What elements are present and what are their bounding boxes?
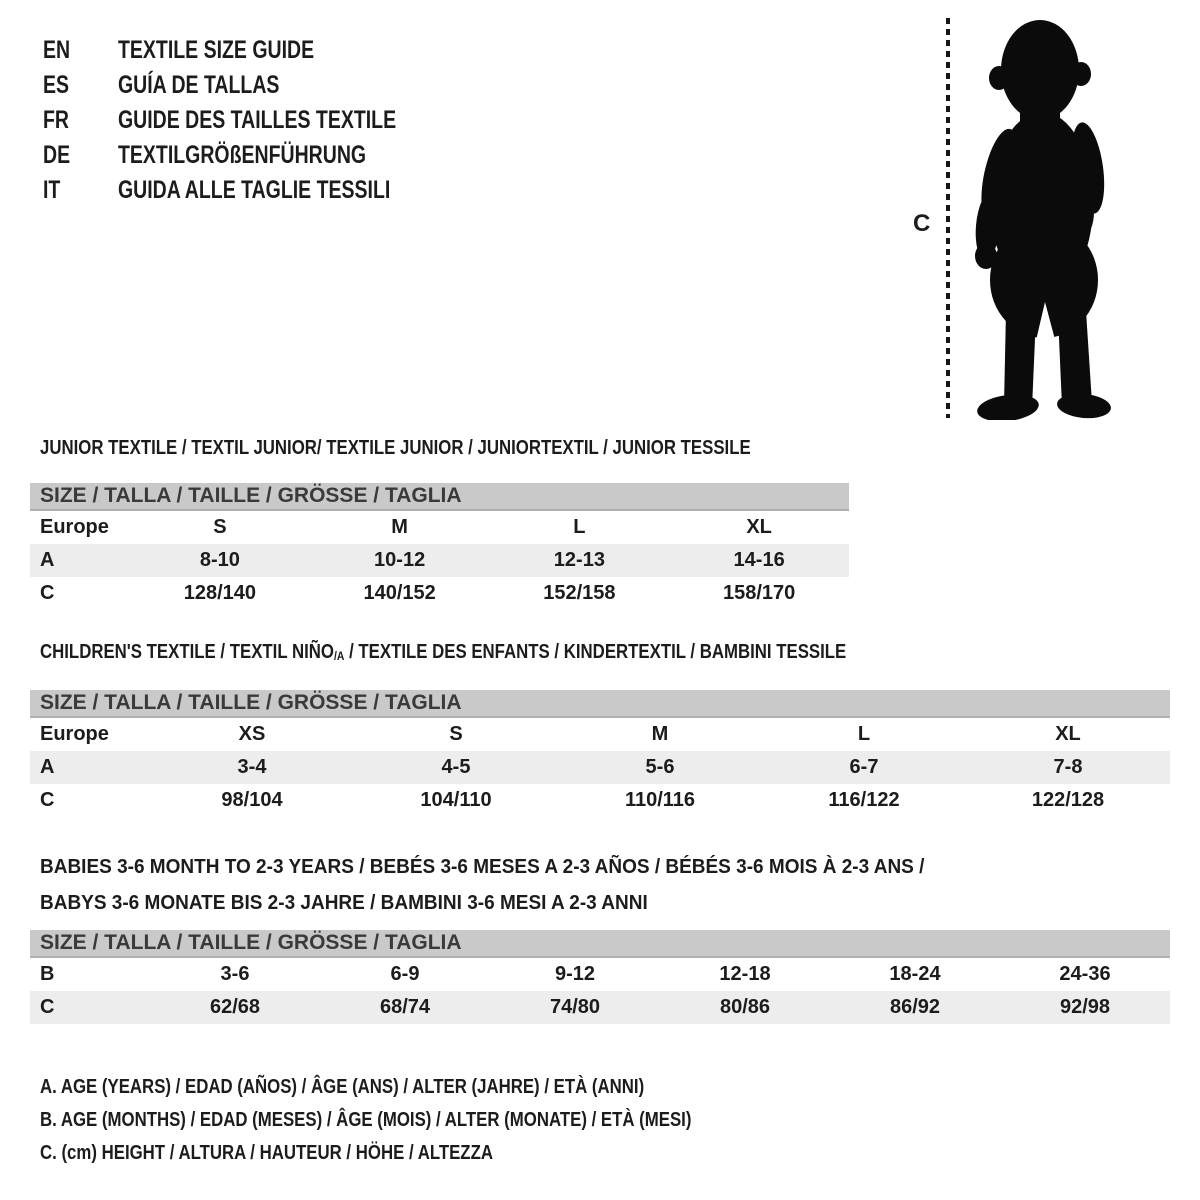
row-label: C	[40, 789, 55, 811]
age-cell: 3-6	[220, 963, 250, 985]
age-cell: 10-12	[374, 549, 426, 571]
age-cell: 14-16	[733, 549, 785, 571]
age-cell: 12-18	[719, 963, 771, 985]
nino-a-subscript: /A	[333, 649, 345, 663]
language-code: ES	[43, 71, 70, 99]
age-cell: 12-13	[553, 549, 605, 571]
size-cell: S	[213, 516, 227, 538]
legend-line-a: A. AGE (YEARS) / EDAD (AÑOS) / ÂGE (ANS) / ALTER (JAHRE) / ETÀ (ANNI)	[40, 1076, 645, 1098]
toddler-silhouette-icon	[966, 16, 1138, 420]
row-label: C	[40, 582, 55, 604]
age-cell: 18-24	[889, 963, 941, 985]
size-header-label: SIZE / TALLA / TAILLE / GRÖSSE / TAGLIA	[40, 484, 462, 507]
height-cell: 128/140	[183, 582, 257, 604]
size-header-label: SIZE / TALLA / TAILLE / GRÖSSE / TAGLIA	[40, 691, 462, 714]
age-cell: 24-36	[1059, 963, 1111, 985]
size-cell: M	[391, 516, 408, 538]
language-row-es	[43, 68, 475, 103]
size-header-bar	[30, 690, 1170, 718]
height-measure-line	[946, 18, 950, 418]
height-cell: 68/74	[379, 996, 431, 1018]
legend-line-c: C. (cm) HEIGHT / ALTURA / HAUTEUR / HÖHE / ALTEZZA	[40, 1142, 493, 1164]
language-row-fr	[43, 103, 475, 138]
children-size-table	[30, 690, 1170, 817]
size-cell: L	[857, 723, 871, 745]
row-label: B	[40, 963, 55, 985]
language-row-de	[43, 138, 475, 173]
table-row-europe	[30, 718, 1170, 751]
size-cell: XL	[746, 516, 772, 538]
height-cell: 62/68	[209, 996, 261, 1018]
row-label: Europe	[40, 516, 109, 538]
language-label: TEXTILGRÖßENFÜHRUNG	[118, 141, 367, 169]
height-cell: 80/86	[719, 996, 771, 1018]
size-cell: XL	[1055, 723, 1081, 745]
age-cell: 8-10	[199, 549, 240, 571]
height-cell: 92/98	[1059, 996, 1111, 1018]
junior-section-title: JUNIOR TEXTILE / TEXTIL JUNIOR/ TEXTILE JUNIOR / JUNIORTEXTIL / JUNIOR TESSILE	[40, 437, 751, 459]
size-cell: S	[449, 723, 463, 745]
age-cell: 9-12	[554, 963, 596, 985]
size-cell: L	[573, 516, 586, 538]
age-cell: 6-7	[849, 756, 879, 778]
table-row-europe	[30, 511, 849, 544]
language-code: FR	[43, 106, 69, 134]
measurement-legend	[40, 1071, 816, 1170]
row-label: Europe	[40, 723, 109, 745]
age-cell: 5-6	[645, 756, 675, 778]
height-cell: 86/92	[889, 996, 941, 1018]
age-cell: 7-8	[1053, 756, 1083, 778]
language-list	[43, 33, 475, 208]
size-cell: M	[651, 723, 669, 745]
height-cell: 98/104	[221, 789, 283, 811]
table-row-height	[30, 577, 849, 610]
row-label: C	[40, 996, 55, 1018]
age-cell: 3-4	[237, 756, 267, 778]
height-cell: 116/122	[828, 789, 900, 811]
table-row-age-months	[30, 958, 1170, 991]
language-code: IT	[43, 176, 61, 204]
table-row-age	[30, 751, 1170, 784]
language-row-it	[43, 173, 475, 208]
table-row-height	[30, 991, 1170, 1024]
size-header-bar	[30, 930, 1170, 958]
babies-section-title: BABIES 3-6 MONTH TO 2-3 YEARS / BEBÉS 3-6 MESES A 2-3 AÑOS / BÉBÉS 3-6 MOIS À 2-3 ANS / BABYS 3-6 MONATE BIS 2-3 JAHRE / BAMBINI 3-6 MESI A 2-3 ANNI	[40, 856, 925, 914]
age-cell: 6-9	[390, 963, 420, 985]
language-code: DE	[43, 141, 71, 169]
language-label: GUIDE DES TAILLES TEXTILE	[118, 106, 397, 134]
babies-size-table	[30, 930, 1170, 1024]
legend-line-b: B. AGE (MONTHS) / EDAD (MESES) / ÂGE (MOIS) / ALTER (MONATE) / ETÀ (MESI)	[40, 1109, 692, 1131]
size-header-label: SIZE / TALLA / TAILLE / GRÖSSE / TAGLIA	[40, 931, 462, 954]
height-cell: 74/80	[549, 996, 601, 1018]
height-cell: 158/170	[722, 582, 796, 604]
language-row-en	[43, 33, 475, 68]
table-row-height	[30, 784, 1170, 817]
language-label: GUÍA DE TALLAS	[118, 71, 280, 99]
table-row-age	[30, 544, 849, 577]
height-cell: 104/110	[420, 789, 492, 811]
size-cell: XS	[238, 723, 266, 745]
size-header-bar	[30, 483, 849, 511]
height-cell: 122/128	[1031, 789, 1105, 811]
height-cell: 152/158	[543, 582, 616, 604]
height-measure-label: C	[913, 210, 931, 237]
row-label: A	[40, 549, 55, 571]
junior-size-table	[30, 483, 849, 610]
language-label: TEXTILE SIZE GUIDE	[118, 36, 315, 64]
height-cell: 140/152	[363, 582, 436, 604]
height-cell: 110/116	[624, 789, 696, 811]
age-cell: 4-5	[441, 756, 471, 778]
language-label: GUIDA ALLE TAGLIE TESSILI	[118, 176, 391, 204]
children-section-title: CHILDREN'S TEXTILE / TEXTIL NIÑO/A / TEXTILE DES ENFANTS / KINDERTEXTIL / BAMBINI TESSILE	[40, 641, 847, 663]
language-code: EN	[43, 36, 71, 64]
row-label: A	[40, 756, 55, 778]
